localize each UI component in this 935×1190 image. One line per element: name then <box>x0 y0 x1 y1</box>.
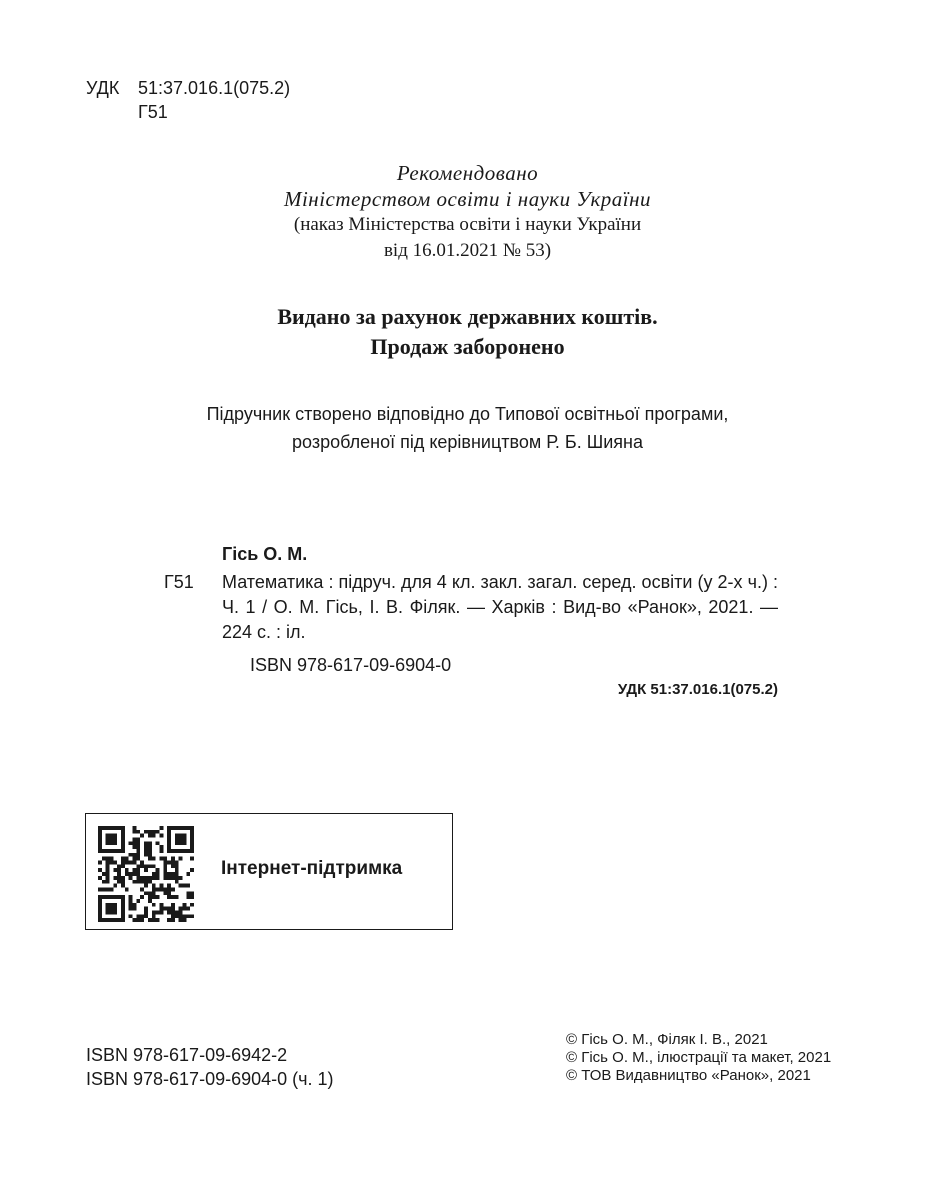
internet-support-label: Інтернет-підтримка <box>221 858 403 879</box>
catalog-udk: УДК 51:37.016.1(075.2) <box>617 681 778 698</box>
order-date-line: від 16.01.2021 № 53) <box>383 240 552 261</box>
catalog-author: Гісь О. М. <box>222 544 308 564</box>
recommended-line: Рекомендовано <box>396 161 539 185</box>
udk-header <box>86 76 290 124</box>
ministry-line: Міністерством освіти і науки України <box>283 187 652 211</box>
qr-code-icon[interactable] <box>98 826 194 922</box>
state-funds-notice <box>0 302 935 362</box>
internet-support-box <box>85 813 453 930</box>
catalog-code: Г51 <box>138 102 168 122</box>
program-note <box>0 400 935 456</box>
udk-label: УДК <box>86 78 120 98</box>
program-line-1: Підручник створено відповідно до Типової освітньої програми, <box>206 404 729 424</box>
catalog-description: Математика : підруч. для 4 кл. закл. загал. серед. освіти (у 2-х ч.) : Ч. 1 / О. М. Гісь, І. В. Філяк. — Харків : Вид-во «Ранок», 2021. — 224 с. : іл. <box>222 572 778 642</box>
ministry-recommendation <box>0 160 935 264</box>
state-funds-line: Видано за рахунок державних коштів. <box>277 304 658 329</box>
program-line-2: розробленої під керівництвом Р. Б. Шияна <box>292 432 643 452</box>
isbn-line: ISBN 978-617-09-6904-0 (ч. 1) <box>86 1069 334 1089</box>
copyright-line: © Гісь О. М., ілюстрації та макет, 2021 <box>566 1049 832 1066</box>
copyright-line: © Гісь О. М., Філяк І. В., 2021 <box>566 1031 768 1048</box>
isbn-list <box>86 1043 334 1091</box>
copyright-line: © ТОВ Видавництво «Ранок», 2021 <box>566 1067 811 1084</box>
catalog-record-code: Г51 <box>164 572 194 592</box>
copyright-block <box>566 1031 831 1085</box>
order-line: (наказ Міністерства освіти і науки України <box>293 214 642 235</box>
catalog-isbn: ISBN 978-617-09-6904-0 <box>250 655 452 675</box>
isbn-line: ISBN 978-617-09-6942-2 <box>86 1045 288 1065</box>
sale-prohibited-line: Продаж заборонено <box>370 334 565 359</box>
udk-code: 51:37.016.1(075.2) <box>138 78 291 98</box>
